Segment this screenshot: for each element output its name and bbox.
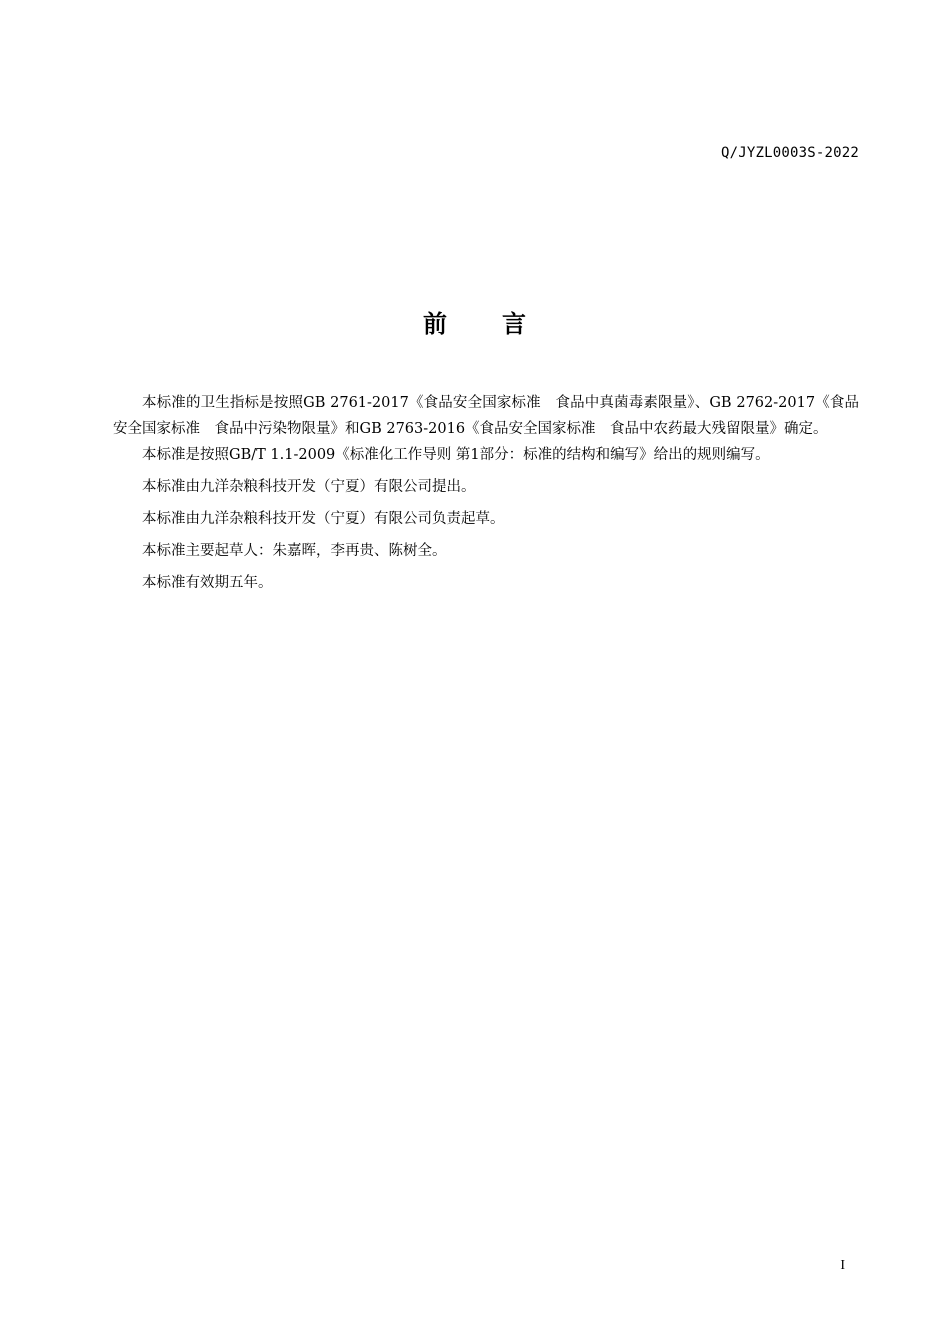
paragraph-main-drafters: 本标准主要起草人：朱嘉晖，李再贵、陈树全。 — [142, 543, 447, 559]
paragraph-drafter-organization: 本标准由九洋杂粮科技开发（宁夏）有限公司负责起草。 — [142, 511, 505, 527]
page-title — [0, 304, 950, 339]
title-char-2: 言 — [502, 310, 527, 338]
paragraph-drafting-rules: 本标准是按照GB/T 1.1-2009《标准化工作导则 第1部分：标准的结构和编写》给出的规则编写。 — [142, 447, 770, 463]
preface-body — [113, 390, 859, 602]
page-number: I — [840, 1258, 845, 1273]
paragraph-validity: 本标准有效期五年。 — [142, 575, 273, 591]
paragraph-hygiene-indicators: 本标准的卫生指标是按照GB 2761-2017《食品安全国家标准 食品中真菌毒素限量》、GB 2762-2017《食品安全国家标准 食品中污染物限量》和GB 2763-2016《食品安全国家标准 食品中农药最大残留限量》确定。 — [113, 395, 859, 437]
title-char-1: 前 — [423, 310, 448, 338]
paragraph-proposer: 本标准由九洋杂粮科技开发（宁夏）有限公司提出。 — [142, 479, 476, 495]
document-code: Q/JYZL0003S-2022 — [720, 145, 859, 161]
